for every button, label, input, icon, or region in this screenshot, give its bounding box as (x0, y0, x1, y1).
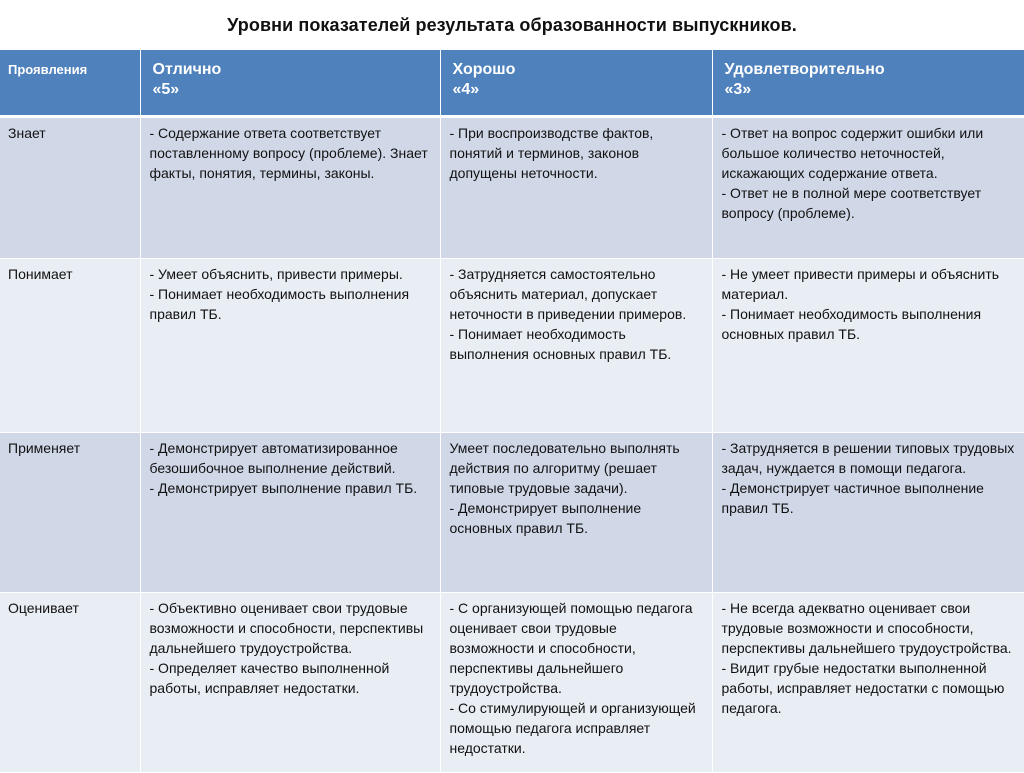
header-satisfactory-label: Удовлетворительно (724, 61, 885, 78)
header-good (440, 50, 712, 116)
cell-good: - С организующей помощью педагога оценивает свои трудовые возможности и способности, перспективы дальнейшего трудоустройства. - Со стимулирующей и организующей помощью педагога исправляет недостатки. (440, 592, 712, 772)
cell-satisfactory: - Ответ на вопрос содержит ошибки или большое количество неточностей, искажающих содержание ответа. - Ответ не в полной мере соответствует вопросу (проблеме). (712, 116, 1024, 258)
row-label: Понимает (0, 258, 140, 432)
header-excellent (140, 50, 440, 116)
header-good-label: Хорошо (452, 61, 516, 78)
cell-good: - При воспроизводстве фактов, понятий и терминов, законов допущены неточности. (440, 116, 712, 258)
header-excellent-label: Отлично (152, 61, 222, 78)
cell-excellent: - Демонстрирует автоматизированное безошибочное выполнение действий. - Демонстрирует выполнение правил ТБ. (140, 432, 440, 592)
header-satisfactory (712, 50, 1024, 116)
cell-excellent: - Умеет объяснить, привести примеры. - Понимает необходимость выполнения правил ТБ. (140, 258, 440, 432)
cell-good: - Затрудняется самостоятельно объяснить материал, допускает неточности в приведении примеров. - Понимает необходимость выполнения основных правил ТБ. (440, 258, 712, 432)
table-row (0, 592, 1024, 772)
cell-satisfactory: - Не умеет привести примеры и объяснить материал. - Понимает необходимость выполнения основных правил ТБ. (712, 258, 1024, 432)
cell-satisfactory: - Не всегда адекватно оценивает свои трудовые возможности и способности, перспективы дальнейшего трудоустройства. - Видит грубые недостатки выполненной работы, исправляет недостатки с помощью педагога. (712, 592, 1024, 772)
page-title: Уровни показателей результата образованности выпускников. (227, 15, 797, 35)
header-row (0, 50, 1024, 116)
cell-satisfactory: - Затрудняется в решении типовых трудовых задач, нуждается в помощи педагога. - Демонстрирует частичное выполнение правил ТБ. (712, 432, 1024, 592)
cell-excellent: - Содержание ответа соответствует поставленному вопросу (проблеме). Знает факты, понятия, термины, законы. (140, 116, 440, 258)
header-excellent-grade: «5» (152, 81, 180, 98)
row-label: Применяет (0, 432, 140, 592)
cell-excellent: - Объективно оценивает свои трудовые возможности и способности, перспективы дальнейшего трудоустройства. - Определяет качество выполненной работы, исправляет недостатки. (140, 592, 440, 772)
table-row (0, 432, 1024, 592)
table-row (0, 258, 1024, 432)
table-row (0, 116, 1024, 258)
row-label: Знает (0, 116, 140, 258)
row-label: Оценивает (0, 592, 140, 772)
cell-good: Умеет последовательно выполнять действия по алгоритму (решает типовые трудовые задачи). - Демонстрирует выполнение основных правил ТБ. (440, 432, 712, 592)
header-good-grade: «4» (452, 81, 480, 98)
levels-table (0, 50, 1024, 773)
header-manifestations: Проявления (0, 50, 140, 116)
header-satisfactory-grade: «3» (724, 81, 752, 98)
